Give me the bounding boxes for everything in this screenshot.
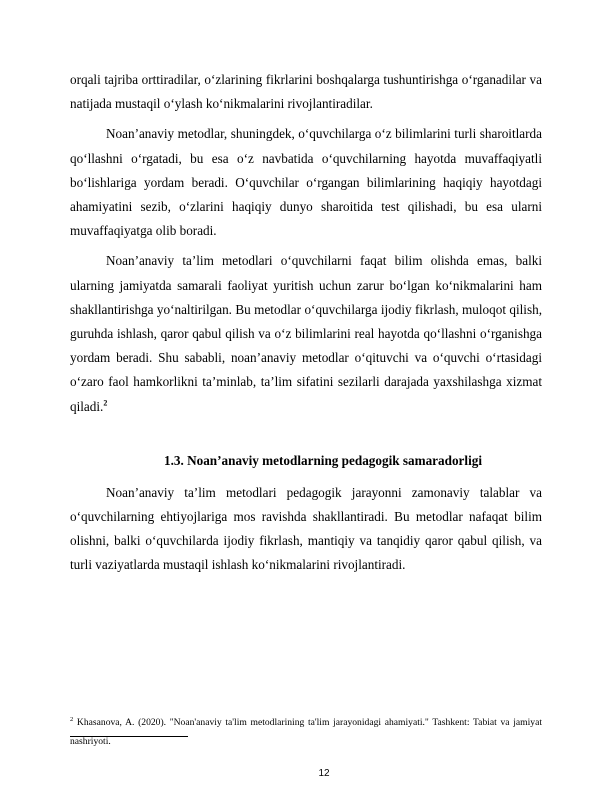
- paragraph-nontraditional-application: Noan’anaviy metodlar, shuningdek, o‘quvchilarga o‘z bilimlarini turli sharoitlarda qo‘llashni o‘rgatadi, bu esa o‘z navbatida o‘quvchilarning hayotda muvaffaqiyatli bo‘lishlariga yordam beradi. O‘quvchilar o‘rgangan bilimlarining haqiqiy hayotdagi ahamiyatini sezib, o‘zlarini haqiqiy dunyo sharoitida test qilishadi, bu esa ularni muvaffaqiyatga olib boradi.: [70, 126, 542, 239]
- paragraph-pedagogical-process: Noan’anaviy ta’lim metodlari pedagogik jarayonni zamonaviy talablar va o‘quvchilarning ehtiyojlariga mos ravishda shakllantiradi. Bu metodlar nafaqat bilim olishni, balki o‘quvchilarda ijodiy fikrlash, mantiqiy va tanqidiy qaror qabul qilish, va turli vaziyatlarda mustaqil ishlash ko‘nikmalarini rivojlantiradi.: [70, 484, 542, 573]
- paragraph-text: Noan’anaviy ta’lim metodlari o‘quvchilarni faqat bilim olishda emas, balki ularning jamiyatda samarali faoliyat yuritish uchun zarur bo‘lgan ko‘nikmalarini ham shakllantirishga yo‘naltirilgan. Bu metodlar o‘quvchilarga ijodiy fikrlash, muloqot qilish, guruhda ishlash, qaror qabul qilish va o‘z bilimlarini real hayotda qo‘llashni o‘rganishga yordam beradi. Shu sababli, noan’anaviy metodlar o‘qituvchi va o‘quvchi o‘rtasidagi o‘zaro faol hamkorlikni ta’minlab, ta’lim sifatini sezilarli darajada yaxshilashga xizmat qiladi.: [70, 253, 542, 414]
- page-body: [70, 68, 542, 578]
- paragraph-nontraditional-skills: [70, 249, 542, 418]
- footnote-citation: Khasanova, A. (2020). "Noan'anaviy ta'lim metodlarining ta'lim jarayonidagi ahamiyati." Tashkent: Tabiat va jamiyat nashriyoti.: [70, 717, 542, 747]
- footnote-marker: 2: [70, 715, 74, 723]
- page-number: 12: [318, 768, 330, 779]
- section-heading: 1.3. Noan’anaviy metodlarning pedagogik samaradorligi: [164, 452, 482, 468]
- paragraph-continuation: orqali tajriba orttiradilar, o‘zlarining fikrlarini boshqalarga tushuntirishga o‘rganadilar va natijada mustaqil o‘ylash ko‘nikmalarini rivojlantiradilar.: [70, 72, 542, 112]
- footnote-entry: [70, 713, 542, 751]
- footnote: [70, 713, 542, 751]
- footnote-reference[interactable]: 2: [103, 398, 108, 408]
